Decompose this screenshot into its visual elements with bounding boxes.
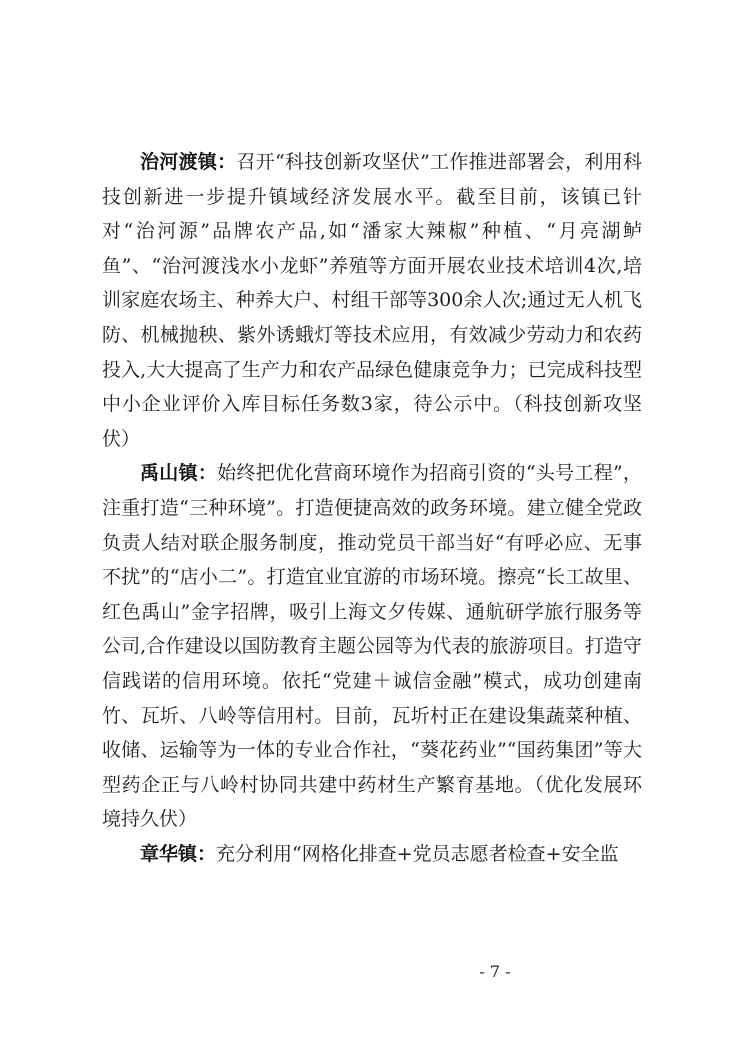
paragraph-text: 充分利用“网格化排查+党员志愿者检查+安全监 bbox=[216, 842, 619, 865]
paragraph-lead: 治河渡镇： bbox=[140, 151, 237, 173]
paragraph-text: 召开“科技创新攻坚伏”工作推进部署会，利用科技创新进一步提升镇域经济发展水平。截至目前，该镇已针对“治河源”品牌农产品,如“潘家大辣椒”种植、“月亮湖鲈鱼”、“治河渡浅水小龙虾”养殖等方面开展农业技术培训4次,培训家庭农场主、种养大户、村组干部等300余人次;通过无人机飞防、机械抛秧、紫外诱蛾灯等技术应用，有效减少劳动力和农药投入,大大提高了生产力和农产品绿色健康竞争力；已完成科技型中小企业评价入库目标任务数3家，待公示中。（科技创新攻坚伏） bbox=[102, 151, 642, 450]
paragraph-lead: 章华镇： bbox=[140, 842, 217, 865]
document-body bbox=[102, 145, 642, 871]
paragraph-zhanghua bbox=[102, 837, 642, 872]
paragraph-lead: 禹山镇： bbox=[140, 462, 218, 485]
paragraph-text: 始终把优化营商环境作为招商引资的“头号工程”，注重打造“三种环境”。打造便捷高效的政务环境。建立健全党政负责人结对联企服务制度，推动党员干部当好“有呼必应、无事不扰”的“店小二”。打造宜业宜游的市场环境。擦亮“长工故里、红色禹山”金字招牌，吸引上海文夕传媒、通航研学旅行服务等公司,合作建设以国防教育主题公园等为代表的旅游项目。打造守信践诺的信用环境。依托“党建＋诚信金融”模式，成功创建南竹、瓦圻、八岭等信用村。目前，瓦圻村正在建设集蔬菜种植、收储、运输等为一体的专业合作社，“葵花药业”“国药集团”等大型药企正与八岭村协同共建中药材生产繁育基地。（优化发展环境持久伏） bbox=[102, 462, 642, 831]
paragraph-yushan bbox=[102, 456, 642, 837]
page-number: - 7 - bbox=[479, 962, 511, 981]
paragraph-zhihedu bbox=[102, 145, 642, 456]
